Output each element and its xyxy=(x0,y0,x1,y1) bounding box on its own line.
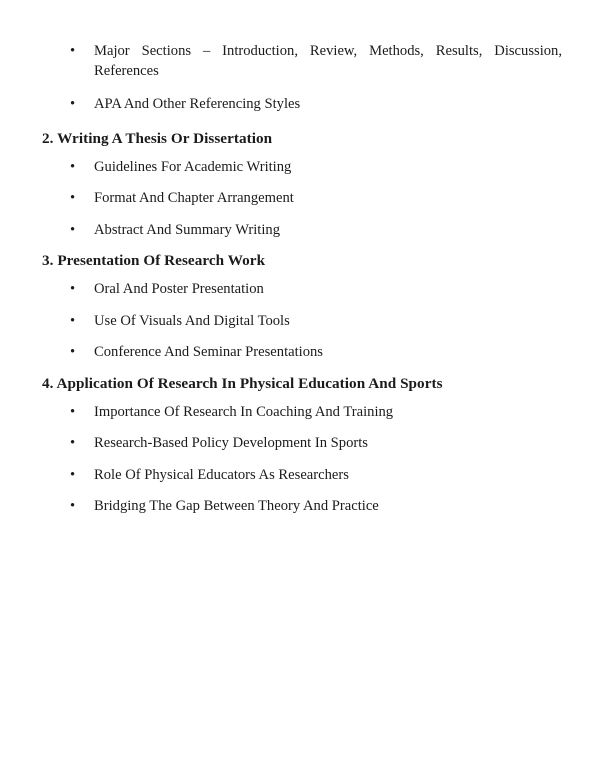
bullet-icon: • xyxy=(70,96,76,112)
list-item xyxy=(42,403,562,423)
bullet-icon: • xyxy=(70,43,76,59)
list-item xyxy=(42,312,562,332)
bullet-icon: • xyxy=(70,190,76,206)
bullet-icon: • xyxy=(70,498,76,514)
list-item xyxy=(42,42,562,81)
list-item-text: Oral And Poster Presentation xyxy=(94,281,264,297)
bullet-icon: • xyxy=(70,403,76,420)
bullet-icon: • xyxy=(70,158,76,175)
bullet-icon: • xyxy=(70,435,76,451)
outline-content xyxy=(42,42,562,517)
list-item-text: Research-Based Policy Development In Sports xyxy=(94,435,368,451)
bullet-group-continued xyxy=(42,42,562,115)
list-item-text: Conference And Seminar Presentations xyxy=(94,344,323,360)
list-item xyxy=(42,221,562,241)
list-item xyxy=(42,434,562,454)
section-heading: 3. Presentation Of Research Work xyxy=(42,252,266,269)
bullet-group-3 xyxy=(42,280,562,363)
bullet-group-2 xyxy=(42,158,562,241)
bullet-icon: • xyxy=(70,221,76,238)
list-item xyxy=(42,466,562,486)
list-item xyxy=(42,497,562,517)
bullet-group-4 xyxy=(42,403,562,517)
section-block-3 xyxy=(42,251,562,271)
list-item xyxy=(42,189,562,209)
list-item-text: Importance Of Research In Coaching And Training xyxy=(94,403,394,420)
section-heading: 2. Writing A Thesis Or Dissertation xyxy=(42,129,273,147)
bullet-icon: • xyxy=(70,344,76,360)
bullet-icon: • xyxy=(70,466,76,483)
list-item-text: Role Of Physical Educators As Researchers xyxy=(94,466,349,483)
list-item xyxy=(42,280,562,300)
section-block-2 xyxy=(42,129,562,149)
list-item-text: Format And Chapter Arrangement xyxy=(94,190,294,206)
list-item xyxy=(42,95,562,115)
section-heading: 4. Application Of Research In Physical Education And Sports xyxy=(42,374,443,392)
bullet-icon: • xyxy=(70,281,76,297)
list-item-text: Major Sections – Introduction, Review, Methods, Results, Discussion, References xyxy=(94,43,562,79)
section-block-4 xyxy=(42,374,562,394)
list-item-text: Use Of Visuals And Digital Tools xyxy=(94,312,290,329)
list-item-text: Bridging The Gap Between Theory And Practice xyxy=(94,498,379,514)
list-item xyxy=(42,343,562,363)
list-item-text: Abstract And Summary Writing xyxy=(94,221,281,238)
list-item xyxy=(42,158,562,178)
list-item-text: Guidelines For Academic Writing xyxy=(94,158,292,175)
list-item-text: APA And Other Referencing Styles xyxy=(94,96,301,112)
bullet-icon: • xyxy=(70,312,76,329)
